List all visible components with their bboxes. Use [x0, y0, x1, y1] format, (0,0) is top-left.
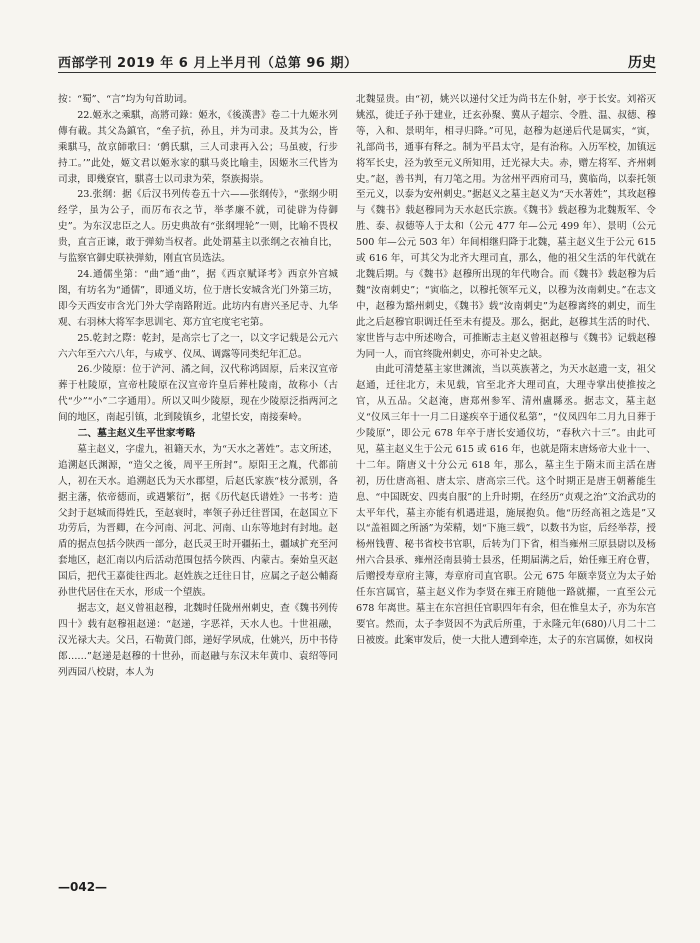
left-column — [58, 92, 338, 864]
paragraph: 由此可清楚墓主家世渊流，当以英族著之，为天水赵遗一支，祖父赵通，迁往北方，未见载，官至北齐大理司直，大理寺掌出使推按之官，从五品。父赵淹，唐郑州参军、清州盧縣丞。据志文，墓主赵义“仪凤三年十一月二日遂疾卒于通仪私第”，“仪凤四年二月九日葬于少陵原”，即公元 678 年卒于唐长安通仪坊，“春秋六十三”。由此可见，墓主赵义生于公元 615 或 616 年，也就是隋末唐炀帝大业十一、十二年。隋唐义十分公元 618 年，那么，墓主生于隋末而主活在唐初，历仕唐高祖、唐太宗、唐高宗三代。这个时期正是唐王朝蓄能生息、“中国既安、四夷自服”的上升时期，在经历“贞观之治”文治武功的太平年代，墓主亦能有机遇进退，施展抱负。他“历经高祖之选是”又以“盖祖圆之所涵”为荣精，划“下施三载”，以数书为宦，后经举荐，授杨州钱曹、秘书省校书官职，后转为门下省，相当雍州三原县尉以及杨州六合县承、雍州泾南县骑士县丞，任期届满之后，始任雍王府仓曹，后赠授寿章府主簿，寿章府司直官职。公元 675 年颐幸贤立为太子始任东宫属官，墓主赵义作为李贤在雍王府随他一路就擢，一直至公元 678 年离世。墓主在东宫担任官职四年有余，但在惟皇太子，亦为东宫要官。然而，太子李贤因不为武后所重，于永隆元年(680)八月二十二日被废。此案审发后，使一大批人遭到牵连，太子的东宫属僚，如权岗 — [356, 364, 656, 646]
paragraph: 按：“蜀”、“言”均为句首助词。 — [58, 94, 193, 105]
paragraph: 25.乾封之際：乾封，是高宗七了之一，以文字记载是公元六六六年至六六八年，与咸亨、仪凤、调露等同类纪年汇总。 — [58, 332, 338, 360]
header-divider — [58, 72, 656, 73]
paragraph: 墓主赵义，字虚九，祖籍天水，为“天水之著姓”。志文所述，追溯赵氏渊源，“造父之後，周平王所封”。原阳王之胤，代都前人，初在天水。追溯赵氏为天水郡望，后赵氏家族“枝分派别，各据主藩，依帝德而，或遇繁衍”，据《历代赵氏谱姓》一书考：造父封于赵城而得姓氏，至赵衰时，率领子孙迁往晋国，在赵国立下功劳后，为晋卿，在今河南、河北、河南、山东等地封有封地。赵盾的据点包括今陕西一部分，赵氏灵王时开疆拓土，疆域扩充至河套地区，赵汇南以内后活动范围包括今陕西、内蒙古。秦始皇灭赵国后，把代王嘉徙往西北。赵姓族之迁往日甘，应属之子赵公輔裔孙世代居住在天水，形成一个望族。 — [58, 443, 338, 599]
paragraph: 22.姬氷之乘騏，高將司錄：姬氷，《後漢書》卷二十九姬氷列傳有載。其父為鎮官，“垒子抗，孙且，并为司隶。及其为公，皆乘騏马，故京師歌曰：‘鹩氏騏，三人司隶再入公；马虽疲，行步持工。’”此处，姬文君以姬氷家的騏马炎比喻圭，因姬氷三代皆为司隶，即幾寮官，騏喜士以司隶为荣，祭族揭崇。 — [58, 109, 338, 185]
paragraph: 23.张纲：据《后汉书列传卷五十六——张纲传》，“张纲少明经学，虽为公子，而厉布衣之节，举孝廉不就，司徒辟为侍御史”。为东汉忠臣之人。历史典故有“张纲埋轮”一则，比喻不畏权贵，直言正谏，敢于弹劾当权者。此处谓墓主以张纲之衣袖自比，与监察官御史联袂弹劾，刚直官员选法。 — [58, 189, 338, 265]
right-column — [356, 92, 656, 864]
paragraph: 北魏显贵。由“初，姚兴以递付父迁为尚书左仆射，亭于长安。刘裕灭姚泓，徙迁子孙于建业，迁玄孙聚、冀从子超宗、令胜、温、叔德、穆等，入和、景明年，相寻归降。”可见，赵穆为赵递后代是属实，“寅，礼部尚书，通事有释之。制为平昌太守，是有治称。入历军校，加镇远将军长史，泾为敦至元义所知用，迁光禄大夫。赤，赠左将军、齐州刺史。”赵，善书判，有刀笔之用。为岔州平西府司马，冀临尚，以泰托领至元义，以泰为安州刺史。”据赵义之墓主赵义为“天水著姓”，其玫赵穆与《魏书》载赵穆同为天水赵氏宗族。《魏书》载赵穆为北魏叛军、令胜、泰、叔德等人于太和（公元 477 年—公元 499 年）、景明（公元 500 年—公元 503 年）年间相继归降于北魏，墓主赵义生于公元 615 或 616 年，可其父为北齐大理司直，那么，他的祖父生活的年代就在北魏后期。与《魏书》赵穆所出现的年代吻合。而《魏书》载赵穆为后魏“汝南刺史”；“寅临之，以穆托领军元义，以穆为汝南刺史。”在志文中，赵穆为豁州刺史，《魏书》载“汝南刺史”为赵穆离终的刺史，而生此之后赵穆官职调迁任至未有提及。那么，据此，赵穆其生活的时代、家世皆与志中所述吻合，可推断志主赵义曾祖赵穆与《魏书》记载赵穆为同一人，而官终陇州刺史，亦可补史之缺。 — [356, 94, 656, 360]
paragraph: 据志文，赵义曾祖赵穆，北魏时任陇州州刺史，查《魏书列传四十》载有赵穆祖赵递：“赵递，字恶祥，天水人也。十世祖融，汉光禄大夫。父吕，石勒黄门郎，递好学夙成，仕姚兴，历中书侍郎……”赵递是赵穆的十世孙，而赵融与东汉末年黄巾、袁绍等同列西园八校尉，本人为 — [58, 603, 338, 678]
page-number: —042— — [58, 880, 108, 894]
paragraph: 24.通儒坐第：“曲”通“曲”，据《西京赋译考》西京外宫城图，有坊名为“通儒”，即通义坊，位于唐长安城含光门外第三坊，即今天西安市含光门外大学南路附近。此坊内有唐兴圣尼寺、九华观、右羽林大将军李思训宅、郑方宜宅度宅宅第。 — [58, 268, 338, 328]
section-label: 历史 — [628, 55, 656, 71]
paragraph: 26.少陵原：位于浐河、潏之间，汉代称鸿固原，后来汉宣帝葬于杜陵原，宣帝杜陵原在汉宣帝许皇后葬杜陵南，故称小（古代“少”“小”二字通用）。所以又叫少陵原，现在少陵原泛指两河之间的地区，南起引镇，北到陵镇乡，北望长安，南接秦岭。 — [58, 364, 338, 424]
journal-title: 西部学刊 2019 年 6 月上半月刊（总第 96 期） — [58, 56, 358, 71]
section-heading: 二、墓主赵义生平世家考略 — [77, 428, 196, 440]
page-header — [58, 52, 656, 72]
